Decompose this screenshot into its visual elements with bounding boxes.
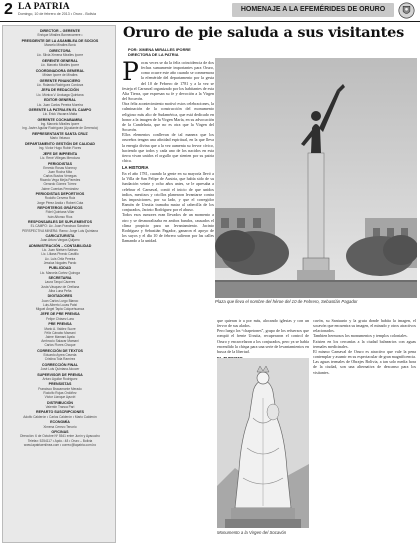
staff-member: Lic. Rolando Rodríguez Cordova xyxy=(36,82,84,87)
staff-member: Félix Cánabo Mamani xyxy=(44,330,76,335)
staff-role: DIRECTORA xyxy=(49,48,71,53)
staff-group xyxy=(3,294,116,311)
staff-group xyxy=(3,363,116,371)
byline-prefix: POR: xyxy=(128,47,138,52)
staff-role: DISTRIBUCIÓN xyxy=(47,400,73,405)
staff-member: Lic. Luis Ortiz Pereira xyxy=(44,256,76,261)
byline-role: DIRECTORA DE LA PATRIA xyxy=(128,52,179,57)
staff-member: Luis Alberto Lucas Patzi xyxy=(42,302,78,307)
staff-group xyxy=(3,349,116,361)
staff-member: Lic. Juan Carlos Pereira Moreira xyxy=(37,102,83,107)
staff-role: DIGITADORES xyxy=(47,294,73,299)
section-banner xyxy=(232,3,394,17)
byline-author: XIMENA MIRALLES IPORRE xyxy=(138,47,191,52)
staff-group xyxy=(3,401,116,409)
staff-member: Lic. Silvia Ximena Miralles Iporre xyxy=(36,53,84,58)
staff-member: Felipe Chávez Lara xyxy=(46,316,74,321)
article-paragraph: Todos esos rumores eran llevados de un momento a otro y se desmoralizaba en ambos bandos, causados el clima propicio para un levantamiento. Jacinto Rodríguez y Sebastián Pagador, ganaron el apoyo de los suyos y el día 10 de febrero salieron por las calles llamando a la unidad. xyxy=(122,212,214,244)
staff-member: Lic. René Villegas Mendoza xyxy=(40,156,80,161)
staff-role: GERENTE FINANCIERO xyxy=(39,78,81,83)
staff-role: GERENTE COCHABAMBA xyxy=(37,118,83,123)
staff-member: Lic. Juan Nielsen Salinas xyxy=(42,248,78,253)
article-byline xyxy=(128,47,238,57)
staff-group xyxy=(3,276,116,293)
staff-role: PRESIDENTE DE LA ASAMBLEA DE SOCIOS xyxy=(21,38,99,43)
staff-group xyxy=(3,192,116,204)
staff-member: Miguel Ángel Tapia Colquehuanca xyxy=(35,306,85,311)
staff-member: Rodolfo Rojas Ordóñez xyxy=(43,390,77,395)
staff-member: Marcelo Miralles Bová xyxy=(44,43,76,48)
staff-member: Laura Tarqui Cáceres xyxy=(44,280,76,285)
staff-member: PERSPECTIVA MINERA: Ramo: Jorge Luis Quintana xyxy=(22,228,98,233)
staff-role: PRE PRENSA xyxy=(48,322,72,327)
article-paragraph: que quieran ir a por más, alocando iglesias y con un fervor de sus alados. xyxy=(217,318,309,329)
staff-group xyxy=(3,220,116,232)
staff-group xyxy=(3,382,116,399)
staff-role: JEFE DE PRE PRENSA xyxy=(40,312,80,317)
staff-member: Ricardo Vega Mejía Paredes xyxy=(39,178,81,183)
staff-member: Ing. Marcelo Miralles Iporre xyxy=(40,122,80,127)
staff-group xyxy=(3,420,116,428)
staff-role: PERIODISTAS xyxy=(47,161,73,166)
staff-member: Ing. Javier Aguilar Rodríguez (Ayudante de Gerencia) xyxy=(22,126,98,131)
staff-member: Jaime Cuentas Fernández xyxy=(41,186,79,191)
article-paragraph: Ellos elementos conllevan de tal manera que los orureños tengan una afinidad espiritual, en la que lleva la energía divina que a la vez aumenta su fervor cívico, haciendo que todos y cada uno de los nacidos en esta tierra vivan unidos el orgullo que sienten por su patria chica. xyxy=(122,132,214,163)
staff-group xyxy=(3,322,116,347)
article-paragraph: cavón, su Santuario y la gruta donde habita la imagen, el socavón que encuentra su imagen, el minado y otros atractivos relacionados. xyxy=(313,318,416,334)
staff-member: Carlos Flores Choque xyxy=(44,342,76,347)
staff-group xyxy=(3,312,116,320)
page-header xyxy=(0,0,420,22)
plaza-statue-image xyxy=(215,58,417,298)
staff-role: JEFA DE REDACCIÓN xyxy=(41,88,79,93)
staff-group xyxy=(3,152,116,160)
staff-member: EL CAMPO: Lic. Juan Francisco Sánchez xyxy=(30,224,90,229)
staff-role: PRENSISTAS xyxy=(48,382,72,387)
newspaper-brand: LA PATRIA xyxy=(18,2,70,12)
staff-group xyxy=(3,244,116,265)
staff-member: Francisco Bracamonte Merado xyxy=(38,386,82,391)
article-headline: Oruro de pie saluda a sus visitantes xyxy=(123,24,404,41)
staff-member: Carlos Bustos Venegas xyxy=(43,174,77,179)
dateline: Domingo, 10 de febrero de 2013 • Oruro - Bolivia xyxy=(18,12,96,16)
staff-group xyxy=(3,98,116,106)
staff-group xyxy=(3,162,116,191)
staff-member: Valentín Tranca Pari xyxy=(45,404,75,409)
article-paragraph: Otra feliz acontecimiento motivó estos celebraciones, la culminación de la construcción del monumento religioso más alto de Sudamérica, que está dedicado en honor a la imagen de la Virgen María, en su advocación de la Candelaria, que no es otra que la Virgen del Socavón. xyxy=(122,101,214,133)
staff-member: Justa Vásquez de Orellana xyxy=(40,284,80,289)
staff-member: Jaime Mamani Ayala xyxy=(45,334,75,339)
staff-member: Ximena Cerezo Tenorio xyxy=(43,424,77,429)
article-paragraph: Pero luego los “chapetones”, grupo de los refuerzos que rompió el frente Urrutia, recuperaron el control de Oruro y encarcelaron a los conjurados, pero ya se había encendido la chispa para una serie de levantamientos en busca de la libertad. xyxy=(217,328,309,354)
staff-member: Rodolfo Cervera Ruiz xyxy=(44,196,76,201)
plaza-photo xyxy=(215,58,417,298)
subhead-history: LA HISTORIA xyxy=(122,165,149,171)
staff-role: GERENTE GENERAL xyxy=(42,58,78,63)
article-paragraph: En el año 1781, cuando la gente en su mayoría llevó a la Villa de San Felipe de Austria, que había sido de su fundación veinte y ocho años antes, se le apresaba a celebrar el Carnaval, contó el inicio de que unidos indios, mestizos y criollos planearon levantarse contra las imposiciones, por su lado, y que el corregidor Ramón de Urrutia tramaba matar al cabecilla de los conjurados, Jacinto Rodríguez por el abuso. xyxy=(122,171,214,213)
staff-group xyxy=(3,88,116,96)
staff-group xyxy=(3,69,116,77)
staff-role: PERIODISTAS DEPORTIVOS xyxy=(35,192,85,197)
staff-role: SECRETARIA xyxy=(48,276,72,281)
staff-member: Lic. Marcelo Miralles Iporre xyxy=(40,62,80,67)
article-paragraph: Tambien hermosos los monumentos y templos coloniales. xyxy=(313,333,408,339)
staff-role: ADMINISTRACIÓN – CONTABILIDAD xyxy=(28,244,92,249)
staff-member: Lic. Marcela Cortez Quiroga xyxy=(40,270,80,275)
staff-group xyxy=(3,39,116,47)
staff-role: DEPARTAMENTO GESTIÓN DE CALIDAD xyxy=(24,142,96,146)
staff-group xyxy=(3,49,116,57)
staff-member: Jorge Pérez Andía • Robert Cota xyxy=(36,200,84,205)
staff-member: Mario Velasco xyxy=(49,136,71,141)
staff-member: Gerardo Gómez Tórrez xyxy=(43,182,77,187)
page-number: 2 xyxy=(4,1,13,18)
staff-member: José Luis Quintana Alcocer xyxy=(40,366,80,371)
staff-member: Cristina Tola Ramírez xyxy=(44,356,76,361)
staff-role: COORDINADORA GENERAL xyxy=(35,68,85,73)
staff-role: REPRESENTANTE SANTA CRUZ xyxy=(32,132,88,137)
staff-member: Jessica Nogales Pardo xyxy=(43,260,77,265)
staff-group xyxy=(3,29,116,37)
coat-of-arms-icon xyxy=(398,2,415,19)
staff-member: Víctor Llanque Ayuviri xyxy=(44,394,76,399)
staff-group xyxy=(3,108,116,116)
staff-role: REPARTO SUSCRIPCIONES xyxy=(36,410,84,415)
article-column-3 xyxy=(313,318,416,544)
staff-group xyxy=(3,142,116,150)
staff-role: CARICATURISTA xyxy=(45,234,75,239)
staff-member: www.lapatriaenlinea.com • correo@lapatria.com.bo xyxy=(23,442,97,447)
staff-member: Juan Carlos Lurgo Blanco xyxy=(41,298,79,303)
staff-member: Enrique Miralles Bonnecarrere ▪ xyxy=(37,33,83,38)
staff-member: Ing. Víctor Hugo Rubín Flores xyxy=(38,146,82,151)
virgin-monument-caption: Monumento a la Virgen del Socavón xyxy=(217,530,287,535)
staff-member: Eduardo Ayrea Caveda xyxy=(43,352,77,357)
staff-member: Adolfo Calderón • Carlos Calderón • Mario Calderón xyxy=(23,414,97,419)
staff-member: Juan Rocha Mita xyxy=(48,170,72,175)
section-title: HOMENAJE A LA EFEMÉRIDES DE ORURO xyxy=(240,6,386,13)
staff-member: Lic. Mónica V. Anduaga Quintana xyxy=(36,92,84,97)
staff-group xyxy=(3,59,116,67)
staff-role: REPORTEROS GRÁFICOS xyxy=(37,206,83,211)
staff-role: ECONOMÍA xyxy=(50,420,70,425)
staff-group xyxy=(3,266,116,274)
staff-member: Juan Arturo Vargas Quijarro xyxy=(40,238,80,243)
staff-group xyxy=(3,410,116,418)
staff-member: Ernesto Rosas Monrroy xyxy=(43,166,77,171)
staff-role: RESPONSABLES DE SUPLEMENTOS xyxy=(27,220,93,225)
staff-role: SUPERVISOR DE PRENSA xyxy=(37,372,83,377)
virgin-statue-image xyxy=(217,358,309,528)
drop-cap: P xyxy=(122,60,139,86)
staff-member: Fidel Quintana Villar xyxy=(45,210,75,215)
staff-group xyxy=(3,234,116,242)
staff-role: CORRECCIÓN DE TEXTOS xyxy=(37,348,83,353)
staff-member: Lic. Erick Viscarra Maita xyxy=(42,112,78,117)
staff-member: Ambrocio Salazar Mamani xyxy=(41,338,79,343)
staff-group xyxy=(3,373,116,381)
staff-member: Iván Alfonso Ríos xyxy=(47,214,73,219)
staff-role: DIRECTOR – GERENTE xyxy=(39,29,81,33)
article-paragraph: Existen en los cercanías a la ciudad balnearios con aguas termales medicinales. xyxy=(313,338,416,349)
article-paragraph xyxy=(122,60,214,101)
staff-member: Telefax: 5254117 • Apdo.: 48 • Oruro – Bolivia xyxy=(27,438,93,443)
staff-group xyxy=(3,206,116,218)
staff-member: Arturo Aguilar Rodríguez xyxy=(42,376,78,381)
staff-group xyxy=(3,430,116,447)
staff-member: Mario A. Valdez Sucre xyxy=(44,326,76,331)
staff-directory xyxy=(2,25,116,543)
staff-group xyxy=(3,132,116,140)
staff-group xyxy=(3,118,116,130)
article-paragraph: El mismo Carnaval de Oruro es atractivo que vale la pena contemplar y asumir en su espectacular de gran magnificencia. Las aguas termales de Obrajes Bolivia, a tan solo media hora de la ciudad, son una alternativa de descanso para los visitantes. xyxy=(313,348,416,375)
staff-role: PUBLICIDAD xyxy=(48,266,72,271)
staff-role: JEFE DE IMPRENTA xyxy=(42,151,78,156)
staff-group xyxy=(3,79,116,87)
staff-member: Dirección: 6 de Octubre Nº 5541 entre Junín y Ayacucho xyxy=(20,434,100,439)
article-paragraph-text: ocas veces se da la feliz coincidencia de dos fechas sumamente importantes para Oruro, como ocurre este año cuando se conmemora la efeméride del departamento por la gesta del 10 de Febrero de 1781 y a la vez se festeja el Carnaval organizado por los habitantes de esta Alta Tierra, que expresan su fe y devoción a la Virgen del Socavón. xyxy=(122,60,214,102)
staff-role: CORRECCIÓN FINAL xyxy=(41,362,79,367)
staff-member: Alba Luna Peña xyxy=(48,288,72,293)
virgin-monument-photo xyxy=(217,358,309,528)
staff-role: OFICINAS xyxy=(51,430,69,435)
staff-member: Lic. Liliana Pinedo Castillo xyxy=(41,252,79,257)
staff-role: EDITOR GENERAL xyxy=(43,98,77,103)
plaza-photo-caption: Plaza que lleva el nombre del héroe del 10 de Febrero, Sebastián Pagador xyxy=(215,299,358,304)
article-column-1 xyxy=(122,60,214,542)
staff-member: Miriam Iporre de Miralles xyxy=(42,72,78,77)
staff-role: GERENTE LA PATRIA EN EL CAMPO xyxy=(28,108,92,113)
